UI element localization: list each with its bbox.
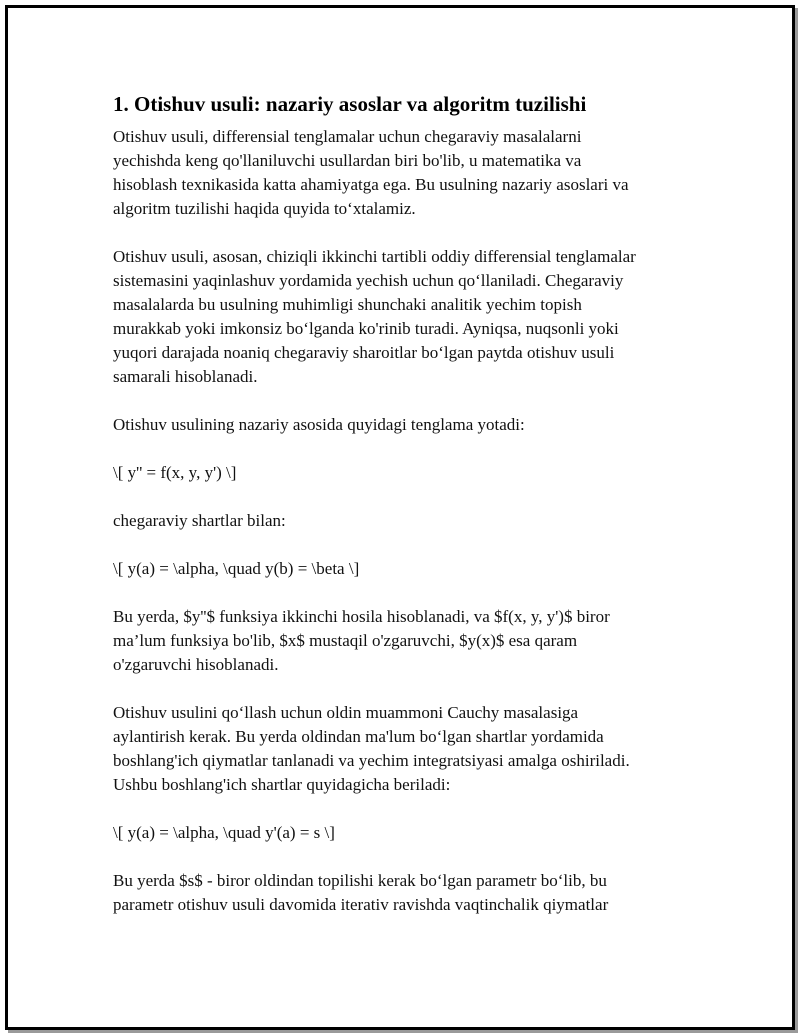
text-line: Ushbu boshlang'ich shartlar quyidagicha beriladi: xyxy=(113,775,451,794)
paragraph-equation-intro xyxy=(113,413,703,437)
text-line: Bu yerda, $y''$ funksiya ikkinchi hosila hisoblanadi, va $f(x, y, y')$ biror xyxy=(113,607,610,626)
equation-line: \[ y(a) = \alpha, \quad y'(a) = s \] xyxy=(113,823,335,842)
text-line: samarali hisoblanadi. xyxy=(113,367,258,386)
paragraph-parameter xyxy=(113,869,703,917)
text-line: masalalarda bu usulning muhimligi shunchaki analitik yechim topish xyxy=(113,295,582,314)
text-line: ma’lum funksiya bo'lib, $x$ mustaqil o'zgaruvchi, $y(x)$ esa qaram xyxy=(113,631,578,650)
text-line: Otishuv usuli, asosan, chiziqli ikkinchi tartibli oddiy differensial tenglamalar xyxy=(113,247,636,266)
paragraph-boundary-intro xyxy=(113,509,703,533)
text-line: o'zgaruvchi hisoblanadi. xyxy=(113,655,279,674)
text-line: Bu yerda $s$ - biror oldindan topilishi kerak bo‘lgan parametr bo‘lib, bu xyxy=(113,871,607,890)
equation-line: \[ y(a) = \alpha, \quad y(b) = \beta \] xyxy=(113,559,360,578)
equation-ode xyxy=(113,461,703,485)
paragraph-definitions xyxy=(113,605,703,677)
equation-boundary-conditions xyxy=(113,557,703,581)
text-line: yechishda keng qo'llaniluvchi usullardan biri bo'lib, u matematika va xyxy=(113,151,582,170)
text-line: chegaraviy shartlar bilan: xyxy=(113,511,286,530)
text-line: hisoblash texnikasida katta ahamiyatga ega. Bu usulning nazariy asoslari va xyxy=(113,175,629,194)
paragraph-application xyxy=(113,245,703,389)
document-body xyxy=(113,90,703,941)
text-line: Otishuv usulining nazariy asosida quyidagi tenglama yotadi: xyxy=(113,415,525,434)
paragraph-cauchy xyxy=(113,701,703,797)
section-heading: 1. Otishuv usuli: nazariy asoslar va algoritm tuzilishi xyxy=(113,92,587,116)
text-line: algoritm tuzilishi haqida quyida to‘xtalamiz. xyxy=(113,199,416,218)
text-line: Otishuv usulini qo‘llash uchun oldin muammoni Cauchy masalasiga xyxy=(113,703,579,722)
text-line: parametr otishuv usuli davomida iterativ ravishda vaqtinchalik qiymatlar xyxy=(113,895,609,914)
text-line: yuqori darajada noaniq chegaraviy sharoitlar bo‘lgan paytda otishuv usuli xyxy=(113,343,615,362)
text-line: aylantirish kerak. Bu yerda oldindan ma'lum bo‘lgan shartlar yordamida xyxy=(113,727,604,746)
text-line: murakkab yoki imkonsiz bo‘lganda ko'rinib turadi. Ayniqsa, nuqsonli yoki xyxy=(113,319,619,338)
paragraph-intro xyxy=(113,125,703,221)
text-line: Otishuv usuli, differensial tenglamalar uchun chegaraviy masalalarni xyxy=(113,127,582,146)
text-line: sistemasini yaqinlashuv yordamida yechish uchun qo‘llaniladi. Chegaraviy xyxy=(113,271,624,290)
text-line: boshlang'ich qiymatlar tanlanadi va yechim integratsiyasi amalga oshiriladi. xyxy=(113,751,630,770)
equation-line: \[ y'' = f(x, y, y') \] xyxy=(113,463,237,482)
equation-initial-conditions xyxy=(113,821,703,845)
